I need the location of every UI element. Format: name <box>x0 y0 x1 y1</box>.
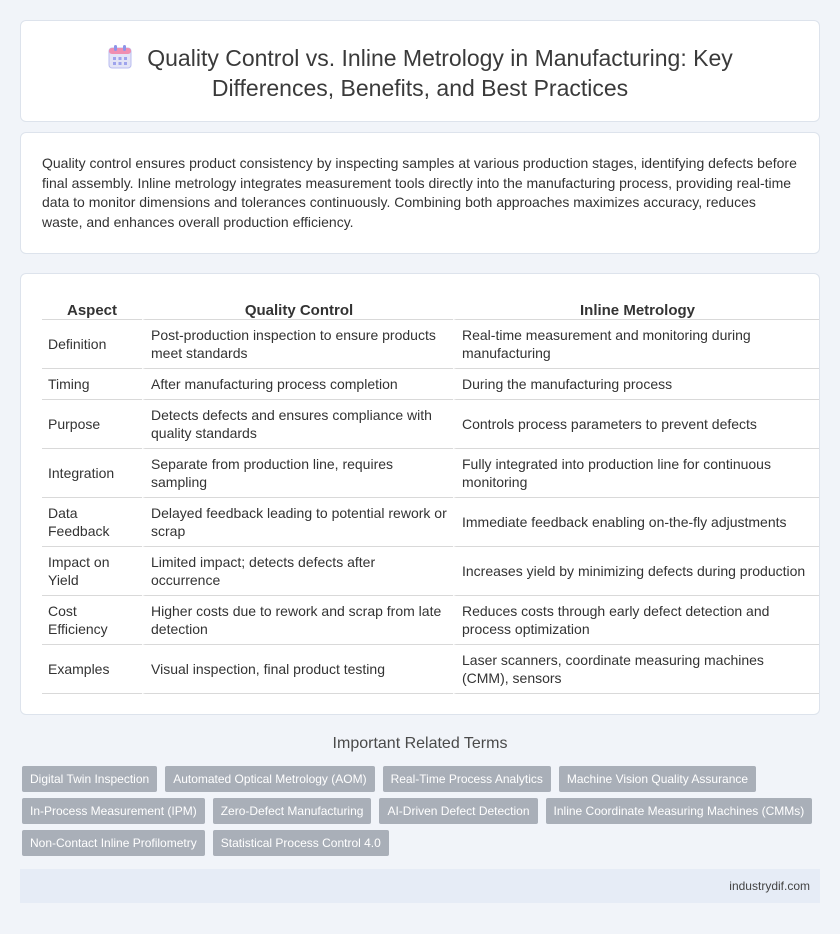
table-header-row <box>42 294 819 320</box>
row-quality-control: Higher costs due to rework and scrap from late detection <box>142 596 453 645</box>
header-aspect: Aspect <box>42 294 142 320</box>
related-term-tag[interactable]: Non-Contact Inline Profilometry <box>22 830 205 856</box>
title-line-1: Quality Control vs. Inline Metrology in Manufacturing: Key <box>147 45 733 71</box>
row-inline-metrology: Real-time measurement and monitoring during manufacturing <box>453 320 819 369</box>
related-term-tag[interactable]: Automated Optical Metrology (AOM) <box>165 766 374 792</box>
row-aspect: Impact on Yield <box>42 547 142 596</box>
row-inline-metrology: Reduces costs through early defect detection and process optimization <box>453 596 819 645</box>
row-quality-control: After manufacturing process completion <box>142 369 453 400</box>
row-inline-metrology: Controls process parameters to prevent defects <box>453 400 819 449</box>
table-row <box>42 547 819 596</box>
related-term-tag[interactable]: Digital Twin Inspection <box>22 766 157 792</box>
related-term-tag[interactable]: Real-Time Process Analytics <box>383 766 551 792</box>
row-aspect: Cost Efficiency <box>42 596 142 645</box>
table-row <box>42 645 819 694</box>
row-inline-metrology: Increases yield by minimizing defects during production <box>453 547 819 596</box>
row-aspect: Definition <box>42 320 142 369</box>
related-terms-heading: Important Related Terms <box>332 735 508 752</box>
intro-paragraph: Quality control ensures product consistency by inspecting samples at various production stages, identifying defects before final assembly. Inline metrology integrates measurement tools directly into the manufacturing process, providing real-time data to monitor dimensions and tolerances continuously. Combining both approaches maximizes accuracy, reduces waste, and enhances overall production efficiency. <box>42 155 797 230</box>
related-term-tag[interactable]: Statistical Process Control 4.0 <box>213 830 389 856</box>
related-term-tag[interactable]: In-Process Measurement (IPM) <box>22 798 205 824</box>
related-term-tag[interactable]: Inline Coordinate Measuring Machines (CMMs) <box>546 798 813 824</box>
related-term-tag[interactable]: Zero-Defect Manufacturing <box>213 798 372 824</box>
row-aspect: Data Feedback <box>42 498 142 547</box>
row-quality-control: Post-production inspection to ensure products meet standards <box>142 320 453 369</box>
title-line-2: Differences, Benefits, and Best Practices <box>211 75 629 101</box>
related-term-tag[interactable]: Machine Vision Quality Assurance <box>559 766 756 792</box>
row-quality-control: Separate from production line, requires sampling <box>142 449 453 498</box>
row-aspect: Examples <box>42 645 142 694</box>
row-inline-metrology: Fully integrated into production line for continuous monitoring <box>453 449 819 498</box>
row-inline-metrology: Immediate feedback enabling on-the-fly adjustments <box>453 498 819 547</box>
table-row <box>42 596 819 645</box>
header-inline-metrology: Inline Metrology <box>453 294 819 320</box>
row-inline-metrology: Laser scanners, coordinate measuring machines (CMM), sensors <box>453 645 819 694</box>
page-title <box>21 43 819 103</box>
table-row <box>42 449 819 498</box>
intro-card <box>20 132 820 254</box>
row-quality-control: Limited impact; detects defects after occurrence <box>142 547 453 596</box>
comparison-table-card <box>20 273 820 715</box>
related-term-tag[interactable]: AI-Driven Defect Detection <box>379 798 537 824</box>
row-quality-control: Visual inspection, final product testing <box>142 645 453 694</box>
table-row <box>42 498 819 547</box>
related-terms-list <box>22 766 822 856</box>
row-quality-control: Detects defects and ensures compliance with quality standards <box>142 400 453 449</box>
calendar-icon <box>107 44 133 70</box>
table-row <box>42 400 819 449</box>
row-quality-control: Delayed feedback leading to potential rework or scrap <box>142 498 453 547</box>
row-aspect: Integration <box>42 449 142 498</box>
table-row <box>42 369 819 400</box>
title-card <box>20 20 820 122</box>
footer-site-link[interactable]: industrydif.com <box>729 879 810 893</box>
table-row <box>42 320 819 369</box>
row-aspect: Purpose <box>42 400 142 449</box>
row-inline-metrology: During the manufacturing process <box>453 369 819 400</box>
comparison-table <box>42 294 819 694</box>
header-quality-control: Quality Control <box>142 294 453 320</box>
footer <box>20 869 820 903</box>
row-aspect: Timing <box>42 369 142 400</box>
